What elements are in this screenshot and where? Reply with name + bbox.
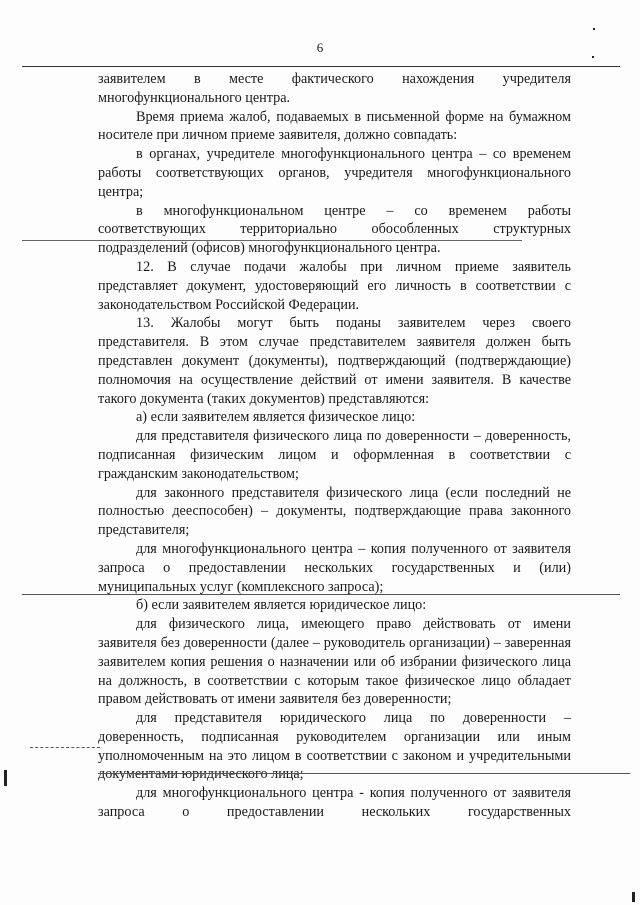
scan-line [98, 773, 628, 774]
paragraph: многофункционального центра. [98, 89, 291, 106]
paragraph: заявителем в месте фактического нахождения учредителя [98, 71, 571, 87]
paragraph: для физического лица, имеющего право действовать от имени заявителя без доверенности (далее – руководитель организации) – заверенная заявителем копия решения о назначении или об избрании физического лица на должность, в соответствии с которым такое физическое лицо обладает правом действовать от имени заявителя без доверенности; [98, 616, 571, 708]
paragraph: для представителя физического лица по доверенности – доверенность, подписанная физическим лицом и оформленная в соответствии с гражданским законодательством; [98, 428, 571, 482]
paragraph: для многофункционального центра - копия полученного от заявителя запроса о предоставлении нескольких государственных [98, 785, 571, 821]
page-number: 6 [316, 40, 324, 55]
document-body [98, 70, 571, 822]
scan-line [22, 240, 522, 241]
paragraph: 13. Жалобы могут быть поданы заявителем через своего представителя. В этом случае представителем заявителя должен быть представлен документ (документы), подтверждающий (подтверждающие) полномочия на осуществление действий от имени заявителя. В качестве такого документа (таких документов) представляются: [98, 315, 571, 407]
paragraph: для представителя юридического лица по доверенности – доверенность, подписанная руководителем организации или иным уполномоченным на это лицом в соответствии с законом и учредительными документами юридического лица; [98, 710, 571, 783]
paragraph: а) если заявителем является физическое лицо: [136, 409, 416, 426]
scan-line [30, 747, 100, 748]
paragraph: в многофункциональном центре – со временем работы соответствующих территориально обособленных структурных подразделений (офисов) многофункционального центра. [98, 202, 571, 257]
paragraph: б) если заявителем является юридическое лицо: [136, 597, 427, 614]
paragraph: для законного представителя физического лица (если последний не полностью дееспособен) – документы, подтверждающие права законного представителя; [98, 484, 571, 539]
paragraph: Время приема жалоб, подаваемых в письменной форме на бумажном носителе при личном приеме заявителя, должно совпадать: [98, 108, 571, 144]
scan-speck [592, 56, 594, 58]
scan-speck [4, 770, 7, 786]
scan-speck [632, 892, 635, 902]
scan-line [22, 594, 620, 595]
paragraph: 12. В случае подачи жалобы при личном приеме заявитель представляет документ, удостоверяющий его личность в соответствии с законодательством Российской Федерации. [98, 258, 571, 313]
scan-line [580, 773, 630, 774]
paragraph: в органах, учредителе многофункционального центра – со временем работы соответствующих органов, учредителя многофункционального центра; [98, 146, 571, 200]
paragraph: для многофункционального центра – копия полученного от заявителя запроса о предоставлении нескольких государственных и (или) муниципальных услуг (комплексного запроса); [98, 540, 571, 595]
scan-speck [593, 28, 595, 30]
scan-line-top [22, 66, 620, 67]
